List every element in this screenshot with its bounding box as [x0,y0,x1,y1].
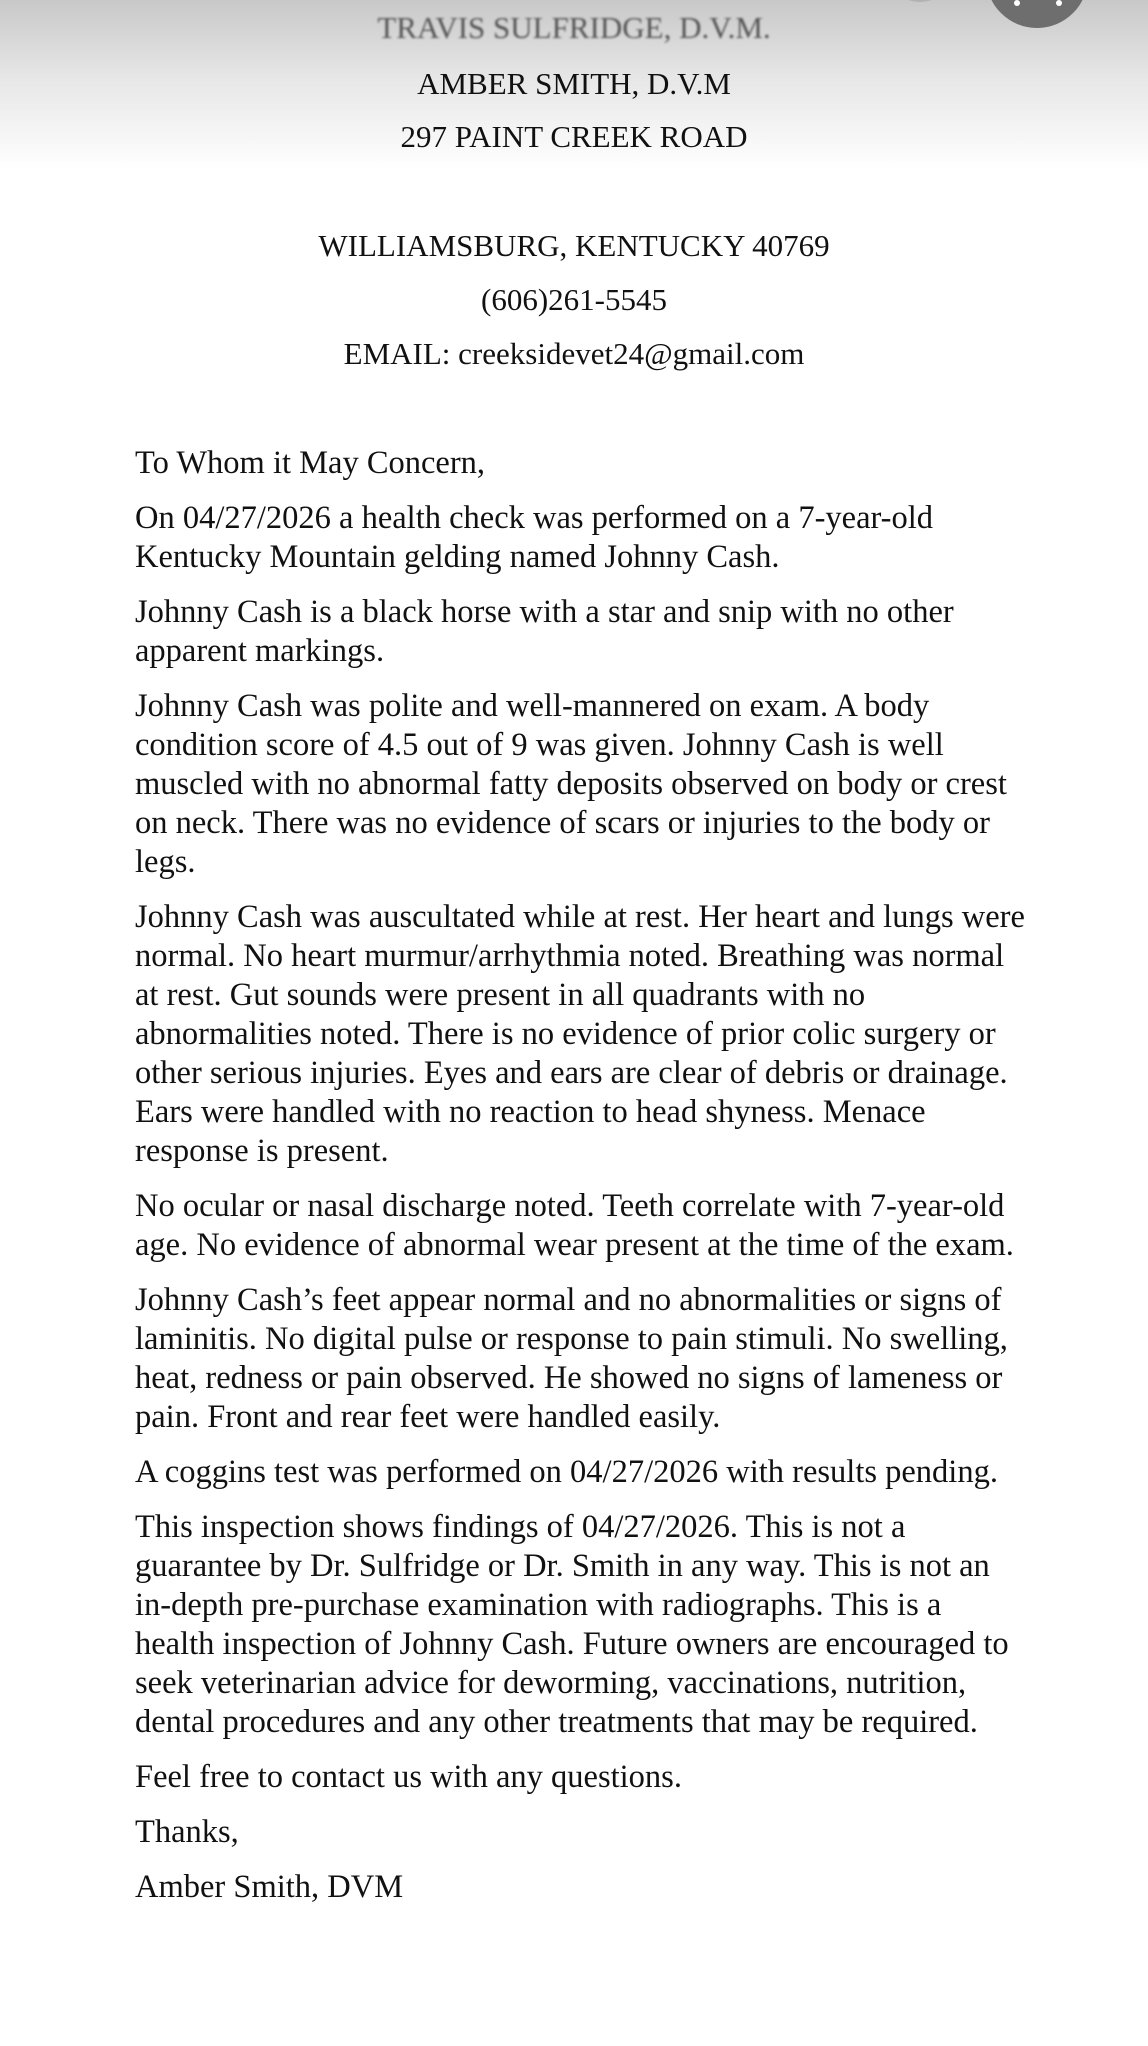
paragraph: No ocular or nasal discharge noted. Teeth correlate with 7-year-old age. No evidence of abnormal wear present at the time of the exam. [135,1188,1014,1263]
letterhead-street: 297 PAINT CREEK ROAD [400,119,748,154]
letter-body [135,444,1025,1923]
salutation: To Whom it May Concern, [135,445,486,481]
paragraph: Johnny Cash’s feet appear normal and no abnormalities or signs of laminitis. No digital pulse or response to pain stimuli. No swelling, heat, redness or pain observed. He showed no signs of lameness or pain. Front and rear feet were handled easily. [135,1282,1008,1435]
more-dot-icon [1056,0,1062,6]
paragraph: Feel free to contact us with any questions. [135,1759,682,1795]
paragraph: Johnny Cash was auscultated while at rest. Her heart and lungs were normal. No heart murmur/arrhythmia noted. Breathing was normal at rest. Gut sounds were present in all quadrants with no abnormalities noted. There is no evidence of prior colic surgery or other serious injuries. Eyes and ears are clear of debris or drainage. Ears were handled with no reaction to head shyness. Menace response is present. [135,899,1025,1169]
paragraph: A coggins test was performed on 04/27/2026 with results pending. [135,1454,998,1490]
closing: Thanks, [135,1814,239,1850]
paragraph: Johnny Cash was polite and well-mannered on exam. A body condition score of 4.5 out of 9 was given. Johnny Cash is well muscled with no abnormal fatty deposits observed on body or crest on neck. There was no evidence of scars or injuries to the body or legs. [135,688,1007,880]
letterhead-email: EMAIL: creeksidevet24@gmail.com [343,336,805,371]
letterhead-phone: (606)261-5545 [481,282,667,317]
letterhead-city: WILLIAMSBURG, KENTUCKY 40769 [318,228,830,263]
paragraph: Johnny Cash is a black horse with a star and snip with no other apparent markings. [135,594,954,669]
paragraph: On 04/27/2026 a health check was performed on a 7-year-old Kentucky Mountain gelding named Johnny Cash. [135,500,934,575]
paragraph: This inspection shows findings of 04/27/2026. This is not a guarantee by Dr. Sulfridge or Dr. Smith in any way. This is not an in-depth pre-purchase examination with radiographs. This is a health inspection of Johnny Cash. Future owners are encouraged to seek veterinarian advice for deworming, vaccinations, nutrition, dental procedures and any other treatments that may be required. [135,1509,1009,1740]
signature: Amber Smith, DVM [135,1869,404,1905]
more-dot-icon [1014,0,1020,6]
letterhead-vet-2: AMBER SMITH, D.V.M [417,66,731,101]
letterhead-vet-1: TRAVIS SULFRIDGE, D.V.M. [377,10,771,45]
